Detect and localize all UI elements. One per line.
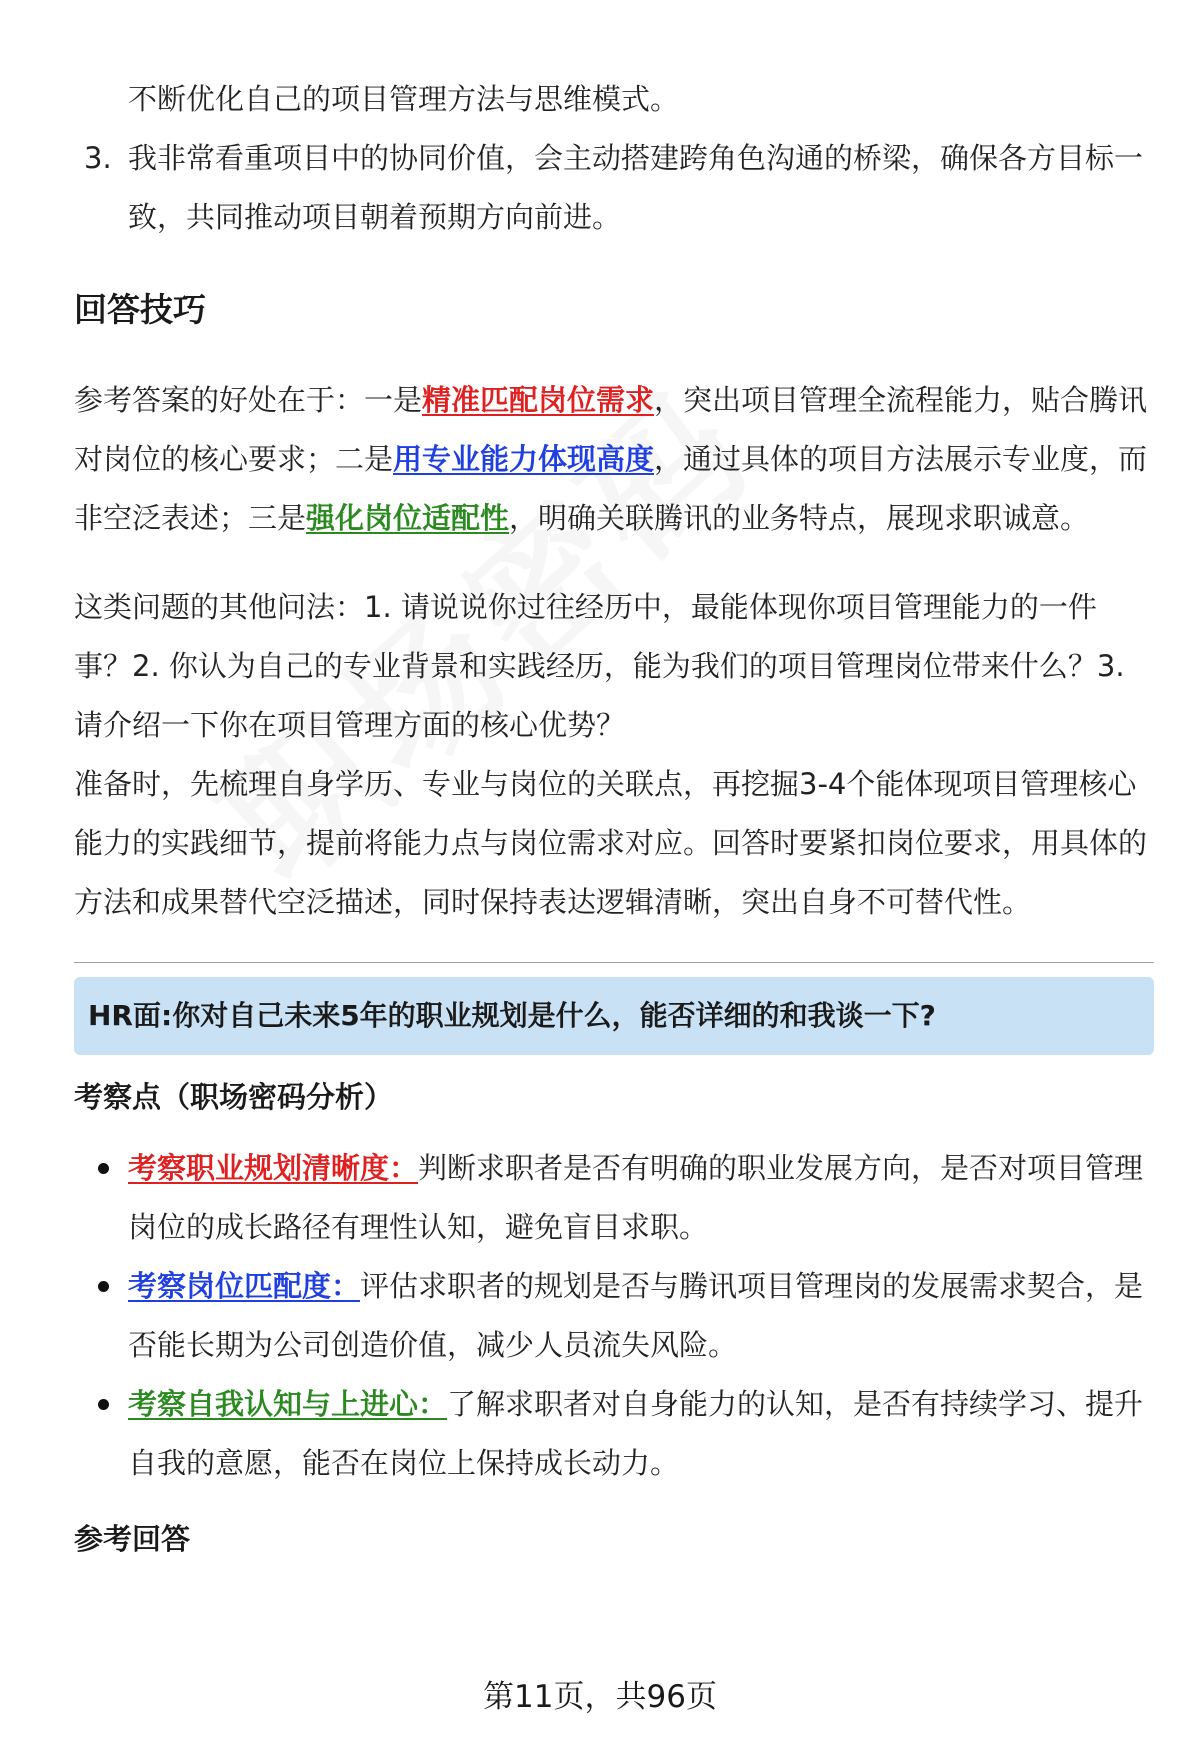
text-run: ，突出项目管理全流程能力，贴合腾讯对岗位的核心要求；二是 (74, 383, 1148, 476)
point-text: 了解求职者对自身能力的认知，是否有持续学习、提升自我的意愿，能否在岗位上保持成长动力。 (128, 1387, 1144, 1480)
list-item (74, 1375, 1149, 1493)
point-text: 判断求职者是否有明确的职业发展方向，是否对项目管理岗位的成长路径有理性认知，避免盲目求职。 (128, 1151, 1144, 1244)
highlight-green: 强化岗位适配性 (306, 501, 510, 535)
tips-heading: 回答技巧 (74, 290, 206, 329)
list-number: 3. (84, 141, 112, 175)
bullet-icon (98, 1281, 109, 1292)
bullet-icon (98, 1163, 109, 1174)
list-item (74, 1257, 1149, 1375)
text-run: 参考答案的好处在于：一是 (74, 383, 423, 417)
list-item-continuation: 不断优化自己的项目管理方法与思维模式。 (128, 82, 680, 116)
document-body (74, 70, 1149, 1559)
page-footer: 第11页，共96页 (483, 1679, 717, 1715)
question-box: HR面:你对自己未来5年的职业规划是什么，能否详细的和我谈一下? (74, 977, 1154, 1055)
highlight-blue: 用专业能力体现高度 (393, 442, 655, 476)
text-run: ，通过具体的项目方法展示专业度，而非空泛表述；三是 (74, 442, 1148, 535)
list-item-text: 我非常看重项目中的协同价值，会主动搭建跨角色沟通的桥梁，确保各方目标一致，共同推动项目朝着预期方向前进。 (128, 141, 1144, 234)
text-run: ，明确关联腾讯的业务特点，展现求职诚意。 (509, 501, 1090, 535)
point-label: 考察岗位匹配度： (128, 1269, 361, 1303)
bullet-icon (98, 1399, 109, 1410)
point-text: 评估求职者的规划是否与腾讯项目管理岗的发展需求契合，是否能长期为公司创造价值，减少人员流失风险。 (128, 1269, 1144, 1362)
assessment-points-heading: 考察点（职场密码分析） (74, 1080, 394, 1114)
tips-paragraph-benefits (74, 371, 1149, 548)
reference-answer-heading: 参考回答 (74, 1522, 191, 1556)
highlight-red: 精准匹配岗位需求 (422, 383, 655, 417)
assessment-points-list (74, 1139, 1149, 1493)
numbered-list (74, 129, 1149, 247)
list-item (74, 1139, 1149, 1257)
tips-paragraph-other-questions: 这类问题的其他问法：1. 请说说你过往经历中，最能体现你项目管理能力的一件事？2. 你认为自己的专业背景和实践经历，能为我们的项目管理岗位带来什么？3. 请介绍一下你在项目管理方面的核心优势？ (74, 590, 1125, 742)
tips-paragraph-preparation: 准备时，先梳理自身学历、专业与岗位的关联点，再挖掘3-4个能体现项目管理核心能力的实践细节，提前将能力点与岗位需求对应。回答时要紧扣岗位要求，用具体的方法和成果替代空泛描述，同时保持表达逻辑清晰，突出自身不可替代性。 (74, 767, 1148, 919)
point-label: 考察职业规划清晰度： (128, 1151, 419, 1185)
section-divider (74, 962, 1154, 963)
list-item-3 (74, 129, 1149, 247)
point-label: 考察自我认知与上进心： (128, 1387, 448, 1421)
